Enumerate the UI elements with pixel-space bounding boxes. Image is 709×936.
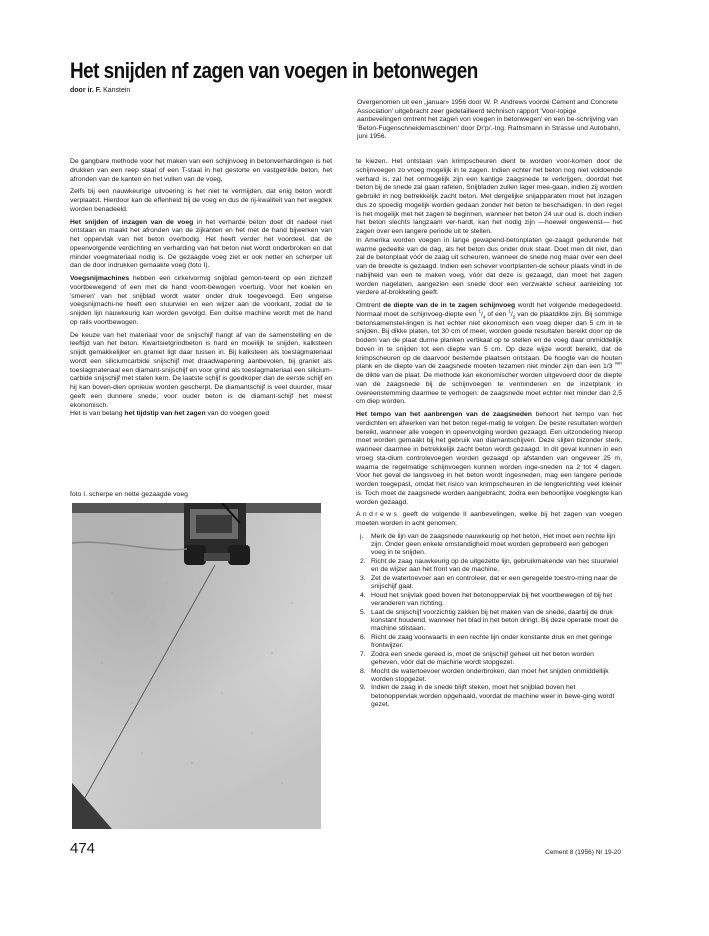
paragraph-text: van de plaatdikte zijn. Bij sommige betonsamenstel-lingen is het echter niet ekonomisch een voeg dieper dan 5 cm in te snijden. Bij dikke platen, tot 30 cm of meer, worden goede resultaten bereikt door op de bodem van de plaat dunne planken vertikaal op te stellen en de voeg daar onmiddellijk boven in te snijden tot een diepte van 5 cm. Op deze wijze wordt bereikt, dat de krimpscheuren op de daarvoor bestemde plaatsen ontstaan. De hoogte van de houten plank en de diepte van de zaagsnede moeten tezamen niet minder zijn dan een — [356, 310, 622, 371]
list-item — [360, 609, 622, 634]
list-item-text: Merk de lijn van de zaagsnede nauwkeurig op het beton, Het moet een rechte lijn zijn. Onder geen enkele omstandigheid moet worden geprobeerd een gebogen voeg in te snijden. — [371, 532, 616, 557]
byline — [70, 87, 130, 94]
fraction-numerator: 1 — [508, 308, 511, 314]
right-column — [356, 158, 622, 710]
list-item-text: Laat de snijschijf voorzichtig zakken bij het maken van de snede, daarbij de druk konstant houdend, wanneer het blad in het beton dringt. Bij deze operatie moet de machine stilstaan. — [371, 608, 619, 632]
author-name: Kanstein — [103, 87, 131, 94]
fraction: 1/3 — [602, 363, 613, 371]
page-number: 474 — [70, 840, 96, 857]
list-item-number: 4. — [360, 591, 366, 599]
paragraph — [70, 410, 332, 419]
photo-caption: foto I. scherpe en nette gezaagde voeg — [70, 491, 188, 498]
list-item-number: 5. — [360, 608, 366, 616]
paragraph: De gangbare methode voor het maken van een schijnvoeg in betonverhardingen is het drukken van een reep staal of een T-staal in het gestorte en vastgetrilde beton, het afronden van de kanten en het vullen van de voeg, — [70, 158, 332, 183]
list-item — [360, 592, 622, 608]
list-item-text: Indien de zaag in de snede blijft steken, moet het snijblad boven het betonoppervlak worden opgehaald, voordat de machine weer in bewe-ging wordt gezet. — [371, 684, 615, 708]
list-item-number: 6. — [360, 633, 366, 641]
list-item — [360, 684, 622, 709]
fraction-denominator: 4 — [482, 314, 486, 320]
left-column — [70, 158, 332, 423]
paragraph-text: in het verharde beton doet dit nadeel niet ontstaan en maakt het afronden van de zijkanten en het met de hand bijwerken van het oppervlak van het beton overbodig. Het heeft verder het voordeel, dat de opeenvolgende verdichting en verharding van het beton niet wordt onderbroken en dat minder voegmateriaal nodig is. De gezaagde voeg ziet er ook netter en scherper uit dan de door indrukken gemaakte voeg (foto I). — [70, 218, 332, 270]
list-item — [360, 575, 622, 591]
paragraph-text: Omtrent — [356, 302, 384, 309]
paragraph-lead: Het snijden of inzagen van de voeg — [70, 218, 194, 226]
list-item — [360, 651, 622, 667]
list-item-text: Mocht de watertoevoer worden onderbroken, dan moet het snijden onmiddellijk worden stopgezet. — [371, 667, 609, 683]
list-item-text: Richt de zaag voorwaarts in een rechte lijn onder konstante druk en met geringe frontwijzer. — [371, 633, 613, 649]
intro-note: Overgenomen uit een „januar» 1956 door W. P. Andrews voorde Cement and Concrete Association' uitgebracht zeer gedetailleerd technisch rapport 'Voor-lopige aanbevelingen omtrent het zagen von voegen in betonwegen' en een be-schrijving van 'Beton-Fugenschneidemascbinen' door Dr'p/.-Ing. Rathsmann in Strasse und Autobahn, juni 1956. — [357, 99, 621, 141]
paragraph-emphasis: de diepte van de in te zagen schijnvoeg — [383, 302, 516, 309]
paragraph-text: de dikte van de plaat. De methode kan ekonomischer worden uitgevoerd door de diepte van de zaagsnede bij de schijnvoegen te verminderen en de inzetplank in overeenstemming daarmee te verhogen: de zaagsnede moet echter niet minder dan 2,5 cm diep worden. — [356, 372, 622, 406]
paragraph: Omtrent de diepte van de in te zagen schijnvoeg wordt het volgende medegedeeld. Normaal moet de schijnvoeg-diepte een $^1/_4$ of een $^1/_5$ van de plaatdikte zijn. Bij sommige betonsamenstel-lingen is het echter niet ekonomisch een voeg dieper dan 5 cm in te snijden. Bij dikke platen, tot 30 cm of meer, worden goede resultaten bereikt door op de bodem van de plaat dunne planken vertikaal op te stellen en de voeg daar onmiddellijk boven in te snijden tot een diepte van 5 cm. Op deze wijze wordt bereikt, dat de krimpscheuren op de daarvoor bestemde plaatsen ontstaan. De hoogte van de houten plank en de diepte van de zaagsnede moeten tezamen niet minder zijn dan een 1/3 $^{van}$ de dikte van de plaat. De methode kan ekonomischer worden uitgevoerd door de diepte van de zaagsnede bij de schijnvoegen te verminderen en de inzetplank in overeenstemming daarmee te verhogen: de zaagsnede moet echter niet minder dan 2,5 cm diep worden. — [356, 302, 622, 406]
paragraph-text: of een — [485, 310, 509, 318]
author-prefix: door ir. F. — [70, 87, 102, 94]
author-name-spaced: Andrews — [356, 511, 400, 519]
paragraph — [356, 511, 622, 529]
photo-image — [72, 503, 321, 829]
list-item-number: 8. — [360, 667, 366, 675]
list-item-number: j. — [360, 532, 364, 540]
fraction-numerator: 1 — [478, 308, 481, 314]
paragraph-text: geeft de volgende II aanbevelingen, welke bij het zagen van voegen moeten worden in acht genomen; — [356, 511, 622, 527]
fraction-superscript: van — [614, 360, 622, 366]
list-item — [360, 634, 622, 650]
paragraph-text: behoort het tempo van het verdichten en afwerken van het beton regel-matig te volgen. De beste resultaten worden bereikt, wanneer alle voegen in opeenvolging worden gezaagd. Een uitzondering hierop moet worden gemaakt bij het gebruik van diamantschijven. Deze slijten bizonder sterk, wanneer daarmee in betrekkelijk zacht beton wordt gezaagd. In dit geval kunnen in een vroeg sta-dium controlevoegen worden gezaagd op afstanden van ongeveer 25 m, waarna de regelmatige schijnvoegen kunnen worden inge-sneden na 2 tot 4 dagen. Voor het geval de langsvoeg in het beton wordt ingesneden, mag een langere periode worden toegepast, omdat het risico van krimpscheuren in de lengterichting veel kleiner is. Toch moet de zaagsnede worden aangebracht, zodra een behoorlijke voeglengte kan worden gezaagd. — [356, 411, 622, 506]
paragraph-text: Het is van belang — [70, 410, 125, 418]
paragraph — [70, 219, 332, 272]
list-item-text: Zet de watertoevoer aan en controleer, dat er een geregelde toestro-ming naar de snijschijf gaat. — [371, 574, 617, 590]
list-item-number: 2. — [360, 557, 366, 565]
paragraph-text: wordt het volgende medegedeeld. Normaal moet de schijnvoeg-diepte een — [356, 302, 622, 318]
paragraph — [70, 275, 332, 328]
paragraph: Zelfs bij een nauwkeurige uitvoering is het niet te vermijden, dat enig beton wordt verplaatst. Hierdoor kan de effenheid bij de voeg en dus de rij-kwaliteit van het wegdek worden benadeeld. — [70, 188, 332, 213]
list-item — [360, 558, 622, 574]
paragraph-lead: Het tempo van het aanbrengen van de zaagsneden — [356, 411, 532, 418]
recommendations-list — [360, 533, 622, 709]
journal-footer: Cement 8 (1956) Nr 19-20 — [545, 849, 621, 856]
paragraph-emphasis: het tijdstip van het zagen — [124, 410, 206, 418]
paragraph: te kiezen. Het ontstaan van krimpscheuren dient te worden voor-komen door de schijnvoegen zo vroeg mogelijk in te zagen. Indien echter het beton nog niet voldoende verhard is, zal het onmogelijk zijn een kantige zaagsnede te verkrijgen, doordat het beton bij de snede zal gaan rafelen, Snijbladen zullen lager mee-gaan, indien zij worden gebruikt in nog betrekkelijk zacht beton. Met dergelijke snijapparaten moet het inzagen dus zo spoedig mogelijk worden gedaan zonder het beton te beschadigen. In den regel is het mogelijk met het zagen te beginnen, wanneer het beton 24 uur oud is. doch indien het beton slechts langzaam ver-hardt, kan het nodig zijn —hoewel ongewenst— het zagen over een langere periode uit te stellen. — [356, 158, 622, 235]
list-item-number: 9. — [360, 684, 366, 692]
list-item — [360, 668, 622, 684]
paragraph-lead: Voegsnijmachines — [70, 275, 130, 282]
paragraph: De keuze van het materiaal voor de snijschijf hangt af van de samenstelling en de leeftijd van het beton. Kwartsietgrindbeton is hard en moeilijk te snijden, kalksteen snijdt gemakkelijker en graniet ligt daar tussen in. Bij kalksteen als toeslagmateriaal wordt een siliciumcarbide snijschijf met draadwapening aanbevolen, bij graniet als toeslagmateriaal een diamant-snijschijf en voor grind als toeslagmateriaal een silicium-carbide snijschijf met stalen kern. De laatste schijf is goedkoper dan de eerste schijf en hij kan boven-dien opnieuw worden gescherpt. De diamantschijf is veel duurder, maar geeft een dunnere snede; voor ouder beton is de diamant-schijf het meest ekonomisch. — [70, 331, 332, 409]
paragraph: In Amerika worden voegen in lange gewapend-betonplaten ge-zaagd gedurende het warme gedeelte van de dag, als het beton dus onder druk staat. Doet men dit niet, dan zal de betonplaat vóór de zaag uit scheuren, wanneer de snede nog maar over een deel van de breedte is gezaagd. Indien een schever voortplanten-de scheur plaats vindt in de nabijheid van een te maken voeg, vóór dat deze is gezaagd, dan moet het zagen worden nagelaten, aangezien een snede door een verzwakte scheur aanleiding tot verdere af-brokkeling geeft. — [356, 236, 622, 297]
list-item — [360, 533, 622, 558]
paragraph-text: hebben een cirkelvormig snijblad gemon-teerd op een zichzelf voortbewegend of een met de hand voort-bewogen voertuig. Voor het koelen en 'smeren' van het snijblad wordt water onder druk toegevoegd. Een engelse voegsnijmachi-ne heeft een stuurwiel en een wijzer aan de voorkant, zodat de te snijden lijn nauwkeurig kan worden gevolgd. Een duitse machine wordt met de hand op rails voortbewogen. — [70, 275, 332, 326]
saw-machine — [184, 503, 250, 565]
list-item-number: 7. — [360, 650, 366, 658]
photo-sawn-joint — [72, 503, 321, 829]
paragraph-text: van do voegen goed — [205, 410, 270, 418]
list-item-text: Zodra een snede gereed is, moet de snijschijf geheel uit het beton worden geheven, vóór dat de machine wordt stopgezet. — [371, 650, 594, 666]
fraction-denominator: 5 — [512, 314, 516, 320]
paragraph — [356, 411, 622, 507]
list-item-text: Richt de zaag nauwkeurig op de uitgezette lijn, gebruikmakende van hec stuurwiel en de wijzer aan het front van de machine. — [371, 557, 619, 574]
list-item-text: Houd het snijvlak goed boven het betonoppervlak bij het voortbewegen of bij het veranderen van richting. — [371, 591, 613, 607]
article-title: Het snijden nf zagen van voegen in betonwegen — [70, 58, 478, 83]
list-item-number: 3. — [360, 574, 366, 582]
